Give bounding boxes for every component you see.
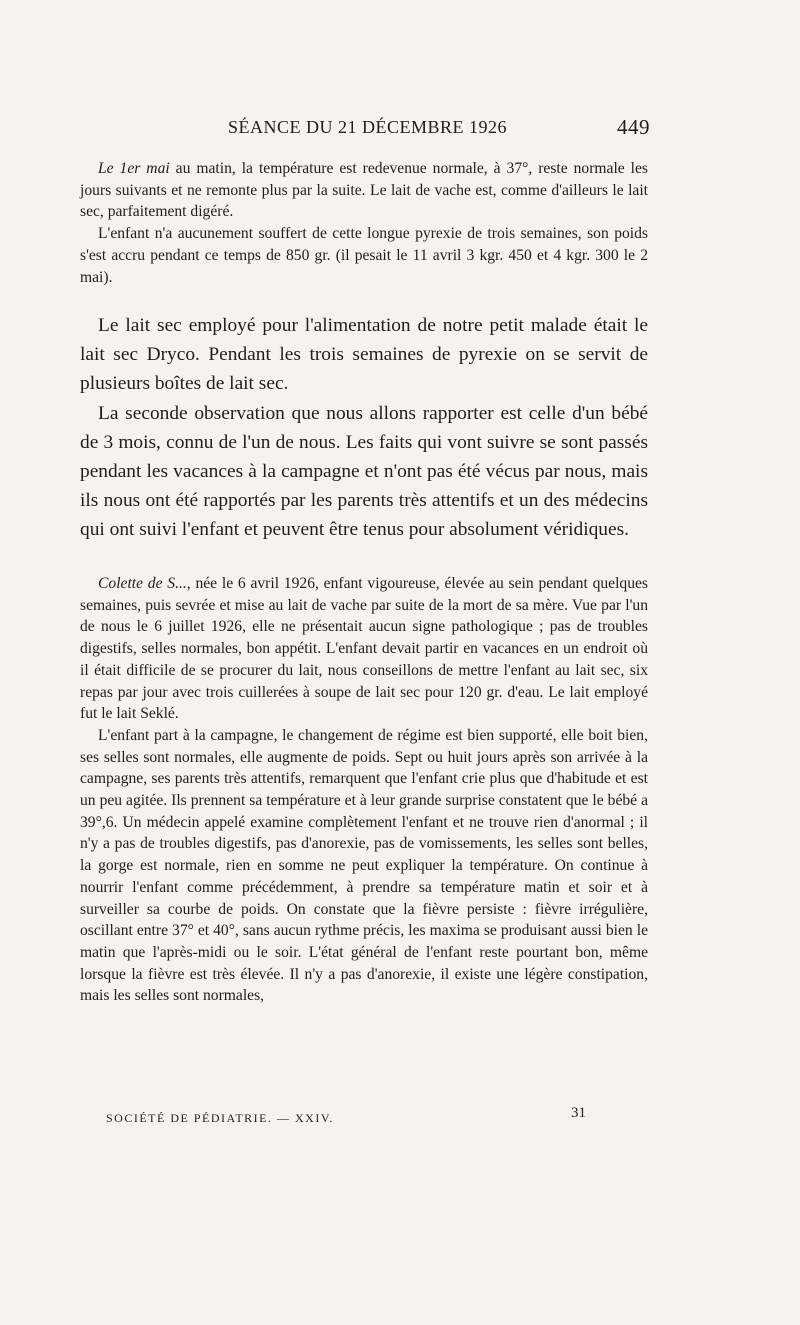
page-footer: [106, 1105, 586, 1126]
footer-text: SOCIÉTÉ DE PÉDIATRIE. — XXIV.: [106, 1111, 334, 1125]
patient-name: Colette de S...: [98, 575, 187, 592]
paragraph: Le lait sec employé pour l'alimentation de notre petit malade était le lait sec Dryco. Pendant les trois semaines de pyrexie on se servit de plusieurs boîtes de lait sec.: [80, 315, 648, 395]
text-block-observation: [80, 573, 648, 1007]
date-lead: Le 1er mai: [98, 160, 170, 177]
paragraph: Colette de S..., née le 6 avril 1926, enfant vigoureuse, élevée au sein pendant quelques semaines, puis sevrée et mise au lait de vache par suite de la mort de sa mère. Vue par l'un de nous le 6 juillet 1926, elle ne présentait aucun signe pathologique ; pas de troubles digestifs, selles normales, bon appétit. L'enfant devait partir en vacances en un endroit où il était difficile de se procurer du lait, nous conseillons de mettre l'enfant au lait sec, six repas par jour avec trois cuillerées à soupe de lait sec pour 120 gr. d'eau. Le lait employé fut le lait Seklé.: [80, 575, 649, 723]
paragraph: L'enfant n'a aucunement souffert de cette longue pyrexie de trois semaines, son poids s'est accru pendant ce temps de 850 gr. (il pesait le 11 avril 3 kgr. 450 et 4 kgr. 300 le 2 mai).: [80, 225, 648, 286]
signature-mark: 31: [571, 1105, 586, 1121]
page-number: 449: [617, 115, 650, 139]
running-header: [80, 117, 650, 143]
paragraph: Le 1er mai au matin, la température est redevenue normale, à 37°, reste normale les jours suivants et ne remonte plus par la suite. Le lait de vache est, comme d'ailleurs le lait sec, parfaitement digéré.: [80, 160, 648, 221]
paragraph: La seconde observation que nous allons rapporter est celle d'un bébé de 3 mois, connu de l'un de nous. Les faits qui vont suivre se sont passés pendant les vacances à la campagne et n'ont pas été vécus par nous, mais ils nous ont été rapportés par les parents très attentifs et un des médecins qui ont suivi l'enfant et peuvent être tenus pour absolument véridiques.: [80, 402, 648, 541]
header-title: SÉANCE DU 21 DÉCEMBRE 1926: [228, 117, 508, 137]
paragraph: L'enfant part à la campagne, le changement de régime est bien supporté, elle boit bien, ses selles sont normales, elle augmente de poids. Sept ou huit jours après son arrivée à la campagne, ses parents très attentifs, remarquent que l'enfant crie plus que d'habitude et est un peu agitée. Ils prennent sa température et à leur grande surprise constatent que le bébé a 39°,6. Un médecin appelé examine complètement l'enfant et ne trouve rien d'anormal ; il n'y a pas de troubles digestifs, pas d'anorexie, pas de vomissements, les selles sont belles, la gorge est normale, rien en somme ne peut expliquer la température. On continue à nourrir l'enfant comme précédemment, à prendre sa température matin et soir et à surveiller sa courbe de poids. On constate que la fièvre persiste : fièvre irrégulière, oscillant entre 37° et 40°, sans aucun rythme précis, les maxima se produisant aussi bien le matin que l'après-midi ou le soir. L'état général de l'enfant reste pourtant bon, même lorsque la fièvre est très élevée. Il n'y a pas d'anorexie, il existe une légère constipation, mais les selles sont normales,: [80, 726, 648, 1005]
text-block-commentary: [80, 311, 648, 545]
text-block-case-end: [80, 158, 648, 288]
